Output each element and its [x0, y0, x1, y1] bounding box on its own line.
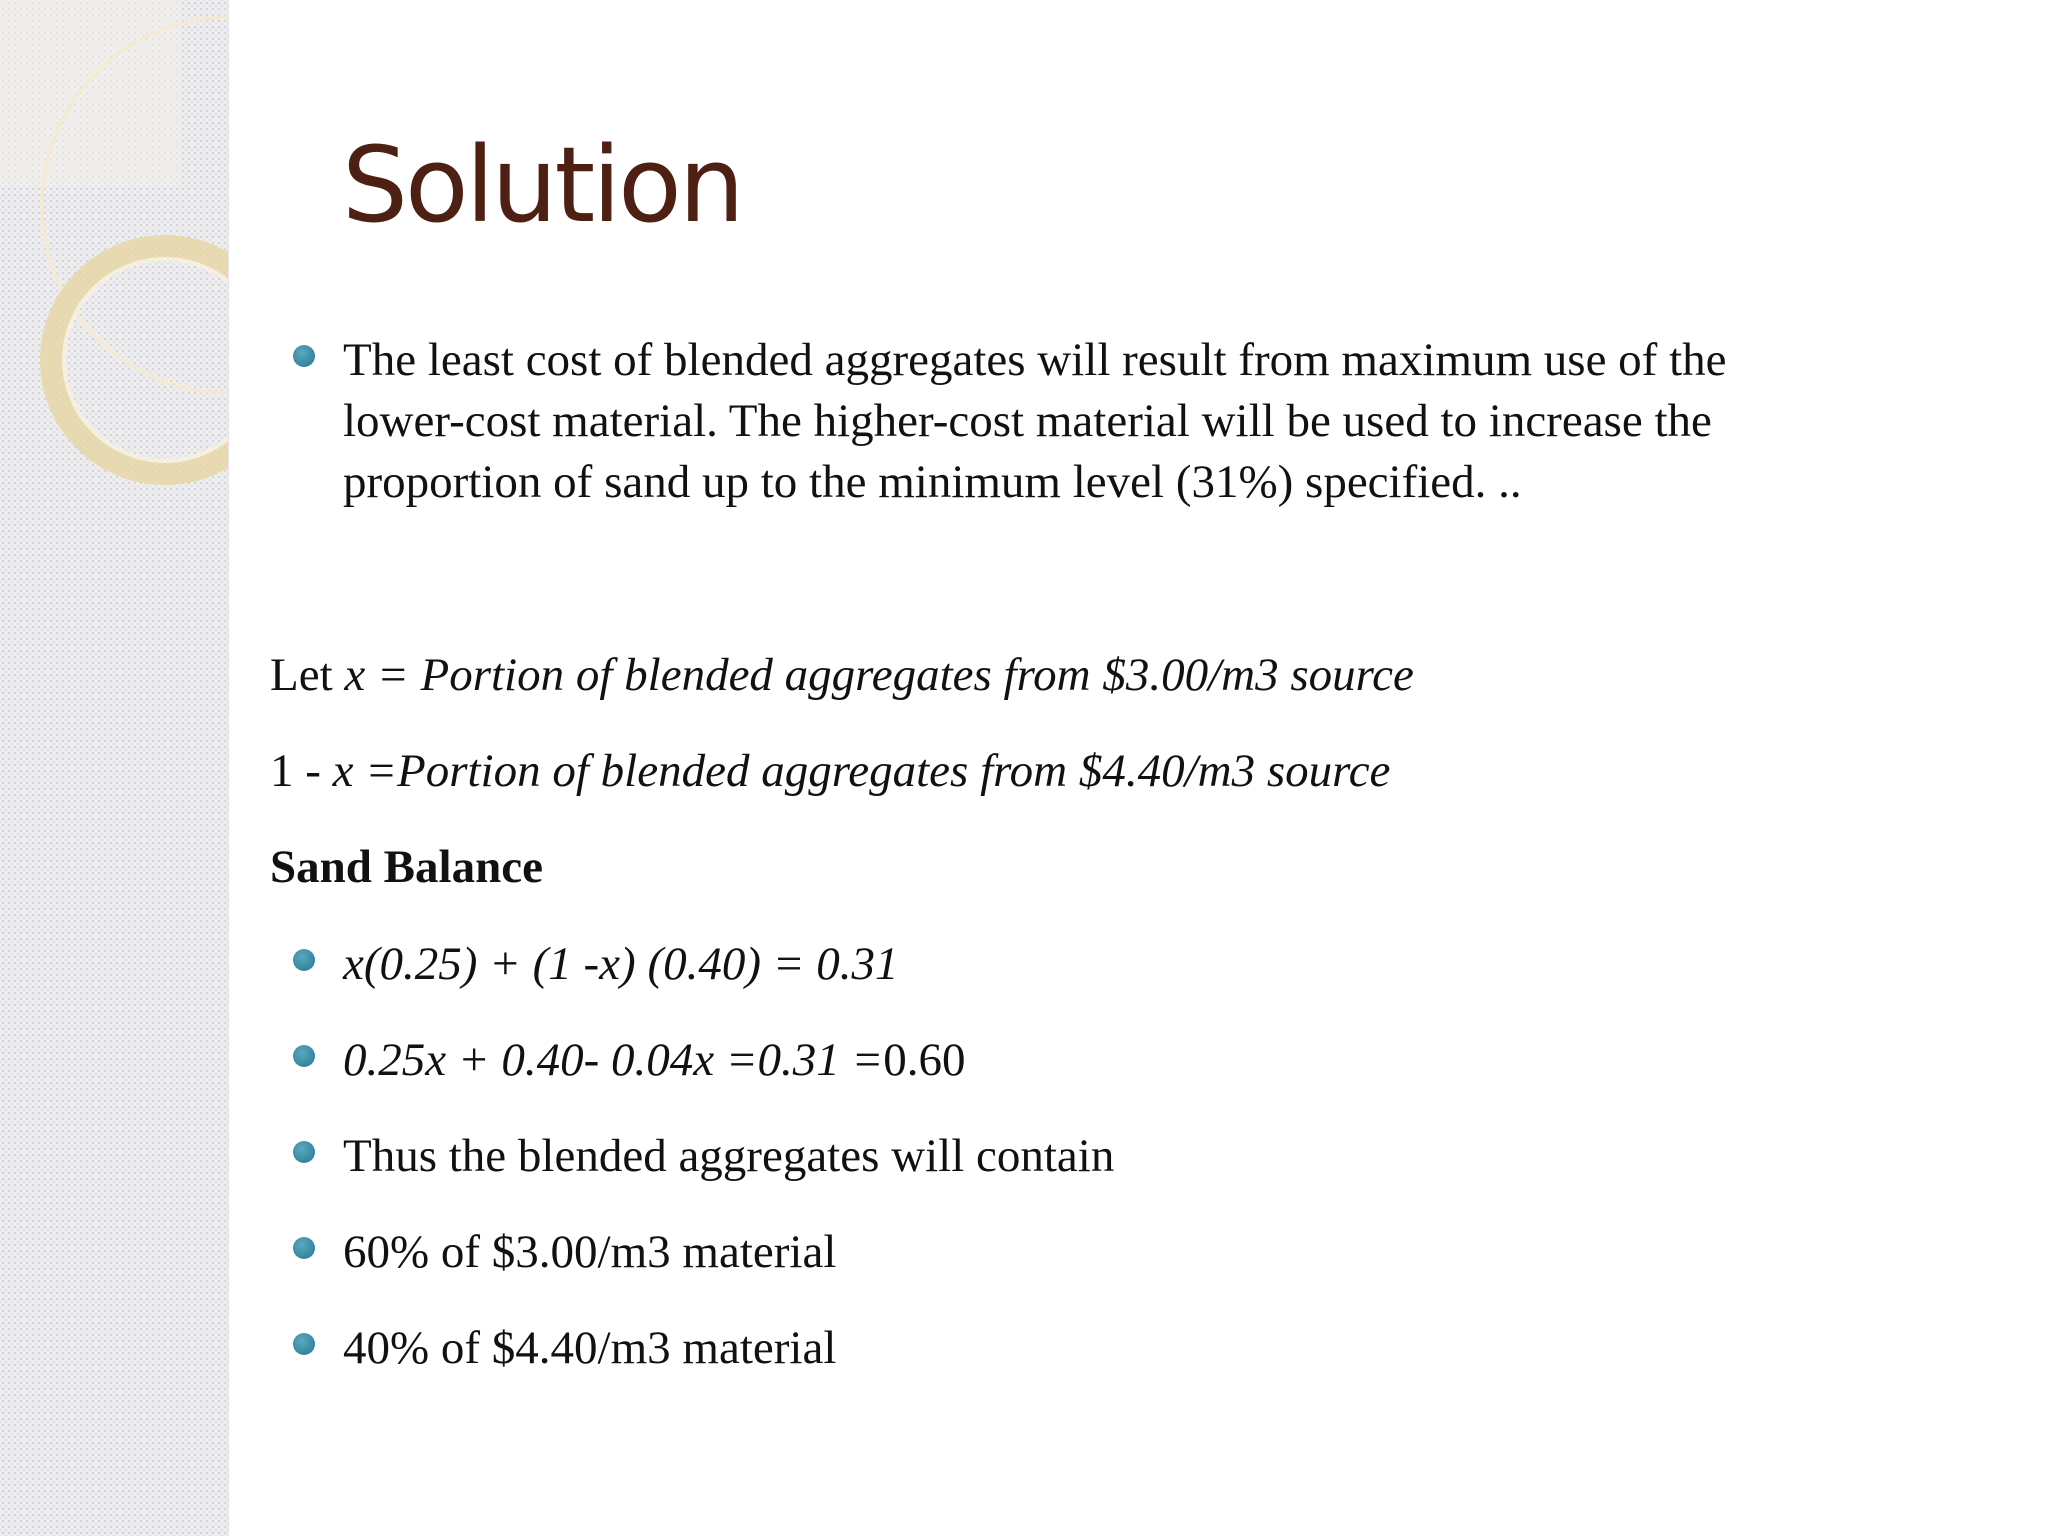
intro-paragraph — [343, 330, 1843, 513]
bullet-icon — [293, 1333, 315, 1355]
let-prefix: Let — [270, 649, 345, 701]
variable-x: x — [332, 745, 354, 797]
bullet-icon — [293, 949, 315, 971]
one-minus-prefix: 1 - — [270, 745, 333, 797]
bullet-icon — [293, 345, 315, 367]
one-minus-definition: =Portion of blended aggregates from $4.40/m3 source — [353, 745, 1391, 797]
one-minus-x-definition — [270, 741, 1390, 802]
result-bullet: 60% of $3.00/m3 material — [343, 1226, 837, 1278]
equation-line — [343, 1030, 966, 1091]
decorative-side-panel — [0, 0, 229, 1536]
intro-line: The least cost of blended aggregates will result from maximum use of the — [343, 334, 1727, 386]
intro-line: proportion of sand up to the minimum level (31%) specified. .. — [343, 456, 1522, 508]
result-bullet: Thus the blended aggregates will contain — [343, 1130, 1115, 1182]
let-definition: = Portion of blended aggregates from $3.00/m3 source — [365, 649, 1414, 701]
sand-balance-heading: Sand Balance — [270, 841, 543, 893]
equation-italic-part: 0.25x + 0.40- 0.04x =0.31 = — [343, 1034, 884, 1086]
decorative-rings-icon — [0, 0, 228, 520]
let-x-definition — [270, 645, 1414, 706]
intro-line: lower-cost material. The higher-cost material will be used to increase the — [343, 395, 1712, 447]
slide-title: Solution — [342, 124, 742, 246]
bullet-icon — [293, 1045, 315, 1067]
bullet-icon — [293, 1237, 315, 1259]
equation-line: x(0.25) + (1 -x) (0.40) = 0.31 — [343, 938, 899, 990]
bullet-icon — [293, 1141, 315, 1163]
result-bullet: 40% of $4.40/m3 material — [343, 1322, 837, 1374]
equation-result: 0.60 — [883, 1034, 966, 1086]
variable-x: x — [344, 649, 366, 701]
